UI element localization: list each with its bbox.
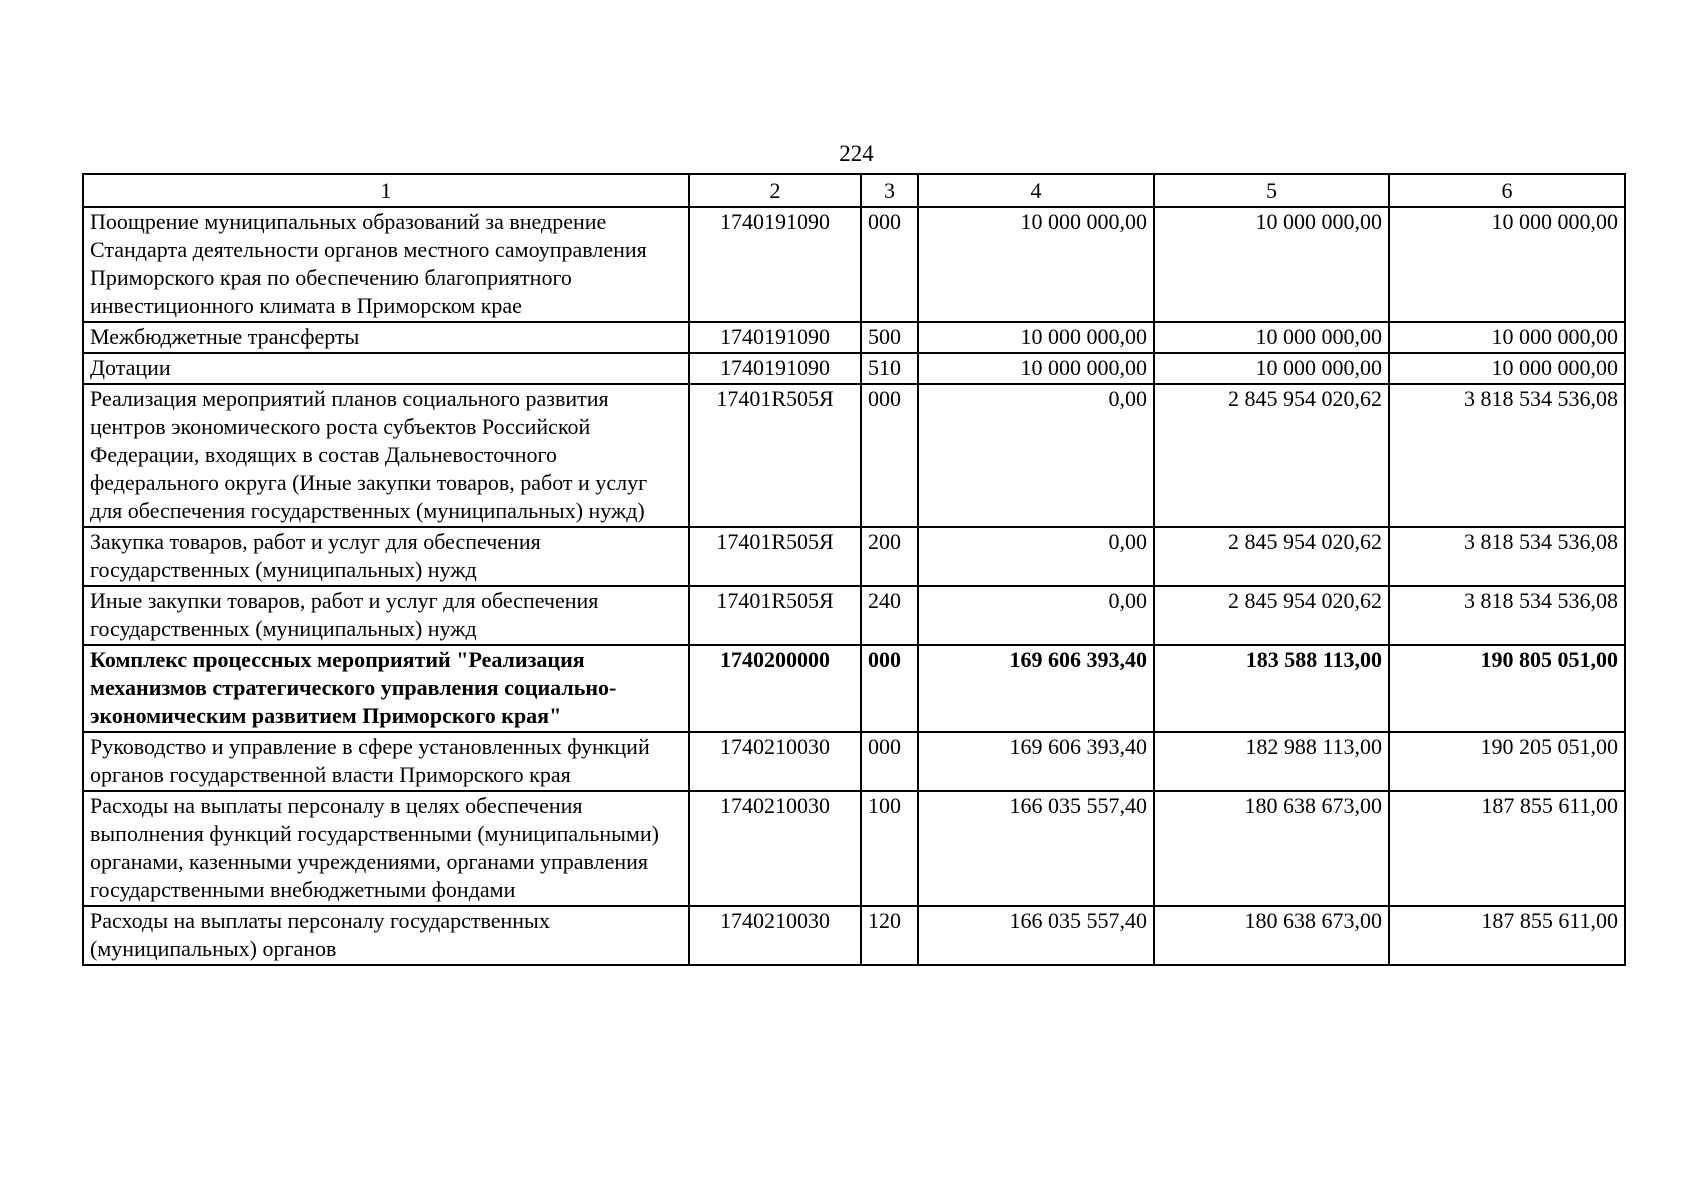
target-code-cell: 1740210030 [689,791,861,906]
amount-cell-col5: 180 638 673,00 [1154,791,1389,906]
table-header-row [83,174,1625,207]
amount-cell-col4: 0,00 [918,384,1154,527]
target-code-cell: 17401R505Я [689,384,861,527]
target-code-cell: 1740210030 [689,906,861,965]
target-code-cell: 17401R505Я [689,586,861,645]
target-code-cell: 1740191090 [689,322,861,353]
column-header: 1 [83,174,689,207]
amount-cell-col6: 187 855 611,00 [1389,791,1625,906]
table-row [83,322,1625,353]
expense-type-cell: 500 [861,322,918,353]
expense-type-cell: 200 [861,527,918,586]
amount-cell-col4: 166 035 557,40 [918,906,1154,965]
expense-type-cell: 100 [861,791,918,906]
amount-cell-col6: 10 000 000,00 [1389,322,1625,353]
amount-cell-col6: 190 805 051,00 [1389,645,1625,732]
expense-type-cell: 120 [861,906,918,965]
table-row [83,906,1625,965]
amount-cell-col6: 3 818 534 536,08 [1389,384,1625,527]
target-code-cell: 1740191090 [689,207,861,322]
amount-cell-col6: 187 855 611,00 [1389,906,1625,965]
expense-name-cell: Руководство и управление в сфере установленных функций органов государственной власти Приморского края [83,732,689,791]
amount-cell-col4: 10 000 000,00 [918,207,1154,322]
amount-cell-col4: 166 035 557,40 [918,791,1154,906]
table-row [83,384,1625,527]
amount-cell-col4: 0,00 [918,586,1154,645]
amount-cell-col4: 169 606 393,40 [918,732,1154,791]
table-row [83,527,1625,586]
page-number: 224 [839,141,874,166]
expense-name-cell: Поощрение муниципальных образований за внедрение Стандарта деятельности органов местного самоуправления Приморского края по обеспечению благоприятного инвестиционного климата в Приморском крае [83,207,689,322]
amount-cell-col6: 190 205 051,00 [1389,732,1625,791]
amount-cell-col5: 10 000 000,00 [1154,353,1389,384]
expense-name-cell: Комплекс процессных мероприятий "Реализация механизмов стратегического управления социально-экономическим развитием Приморского края" [83,645,689,732]
amount-cell-col6: 3 818 534 536,08 [1389,586,1625,645]
column-header: 4 [918,174,1154,207]
expense-type-cell: 000 [861,645,918,732]
column-header: 5 [1154,174,1389,207]
target-code-cell: 1740191090 [689,353,861,384]
target-code-cell: 1740200000 [689,645,861,732]
column-header: 6 [1389,174,1625,207]
expense-name-cell: Реализация мероприятий планов социального развития центров экономического роста субъектов Российской Федерации, входящих в состав Дальневосточного федерального округа (Иные закупки товаров, работ и услуг для обеспечения государственных (муниципальных) нужд) [83,384,689,527]
amount-cell-col5: 183 588 113,00 [1154,645,1389,732]
table-row [83,586,1625,645]
expense-name-cell: Иные закупки товаров, работ и услуг для обеспечения государственных (муниципальных) нужд [83,586,689,645]
expense-name-cell: Межбюджетные трансферты [83,322,689,353]
amount-cell-col5: 10 000 000,00 [1154,207,1389,322]
column-header: 2 [689,174,861,207]
expense-type-cell: 000 [861,207,918,322]
table-row [83,732,1625,791]
expense-type-cell: 240 [861,586,918,645]
table-row [83,207,1625,322]
expense-type-cell: 510 [861,353,918,384]
amount-cell-col6: 10 000 000,00 [1389,207,1625,322]
table-row [83,791,1625,906]
amount-cell-col5: 2 845 954 020,62 [1154,527,1389,586]
table-row-bold [83,645,1625,732]
target-code-cell: 1740210030 [689,732,861,791]
amount-cell-col4: 169 606 393,40 [918,645,1154,732]
expense-name-cell: Расходы на выплаты персоналу государственных (муниципальных) органов [83,906,689,965]
amount-cell-col5: 180 638 673,00 [1154,906,1389,965]
column-header: 3 [861,174,918,207]
amount-cell-col6: 10 000 000,00 [1389,353,1625,384]
amount-cell-col5: 182 988 113,00 [1154,732,1389,791]
amount-cell-col4: 0,00 [918,527,1154,586]
table-row [83,353,1625,384]
budget-table [82,173,1626,966]
amount-cell-col5: 2 845 954 020,62 [1154,384,1389,527]
expense-name-cell: Закупка товаров, работ и услуг для обеспечения государственных (муниципальных) нужд [83,527,689,586]
expense-type-cell: 000 [861,384,918,527]
amount-cell-col5: 10 000 000,00 [1154,322,1389,353]
amount-cell-col6: 3 818 534 536,08 [1389,527,1625,586]
amount-cell-col4: 10 000 000,00 [918,353,1154,384]
expense-name-cell: Дотации [83,353,689,384]
expense-type-cell: 000 [861,732,918,791]
amount-cell-col5: 2 845 954 020,62 [1154,586,1389,645]
amount-cell-col4: 10 000 000,00 [918,322,1154,353]
target-code-cell: 17401R505Я [689,527,861,586]
expense-name-cell: Расходы на выплаты персоналу в целях обеспечения выполнения функций государственными (муниципальными) органами, казенными учреждениями, органами управления государственными внебюджетными фондами [83,791,689,906]
